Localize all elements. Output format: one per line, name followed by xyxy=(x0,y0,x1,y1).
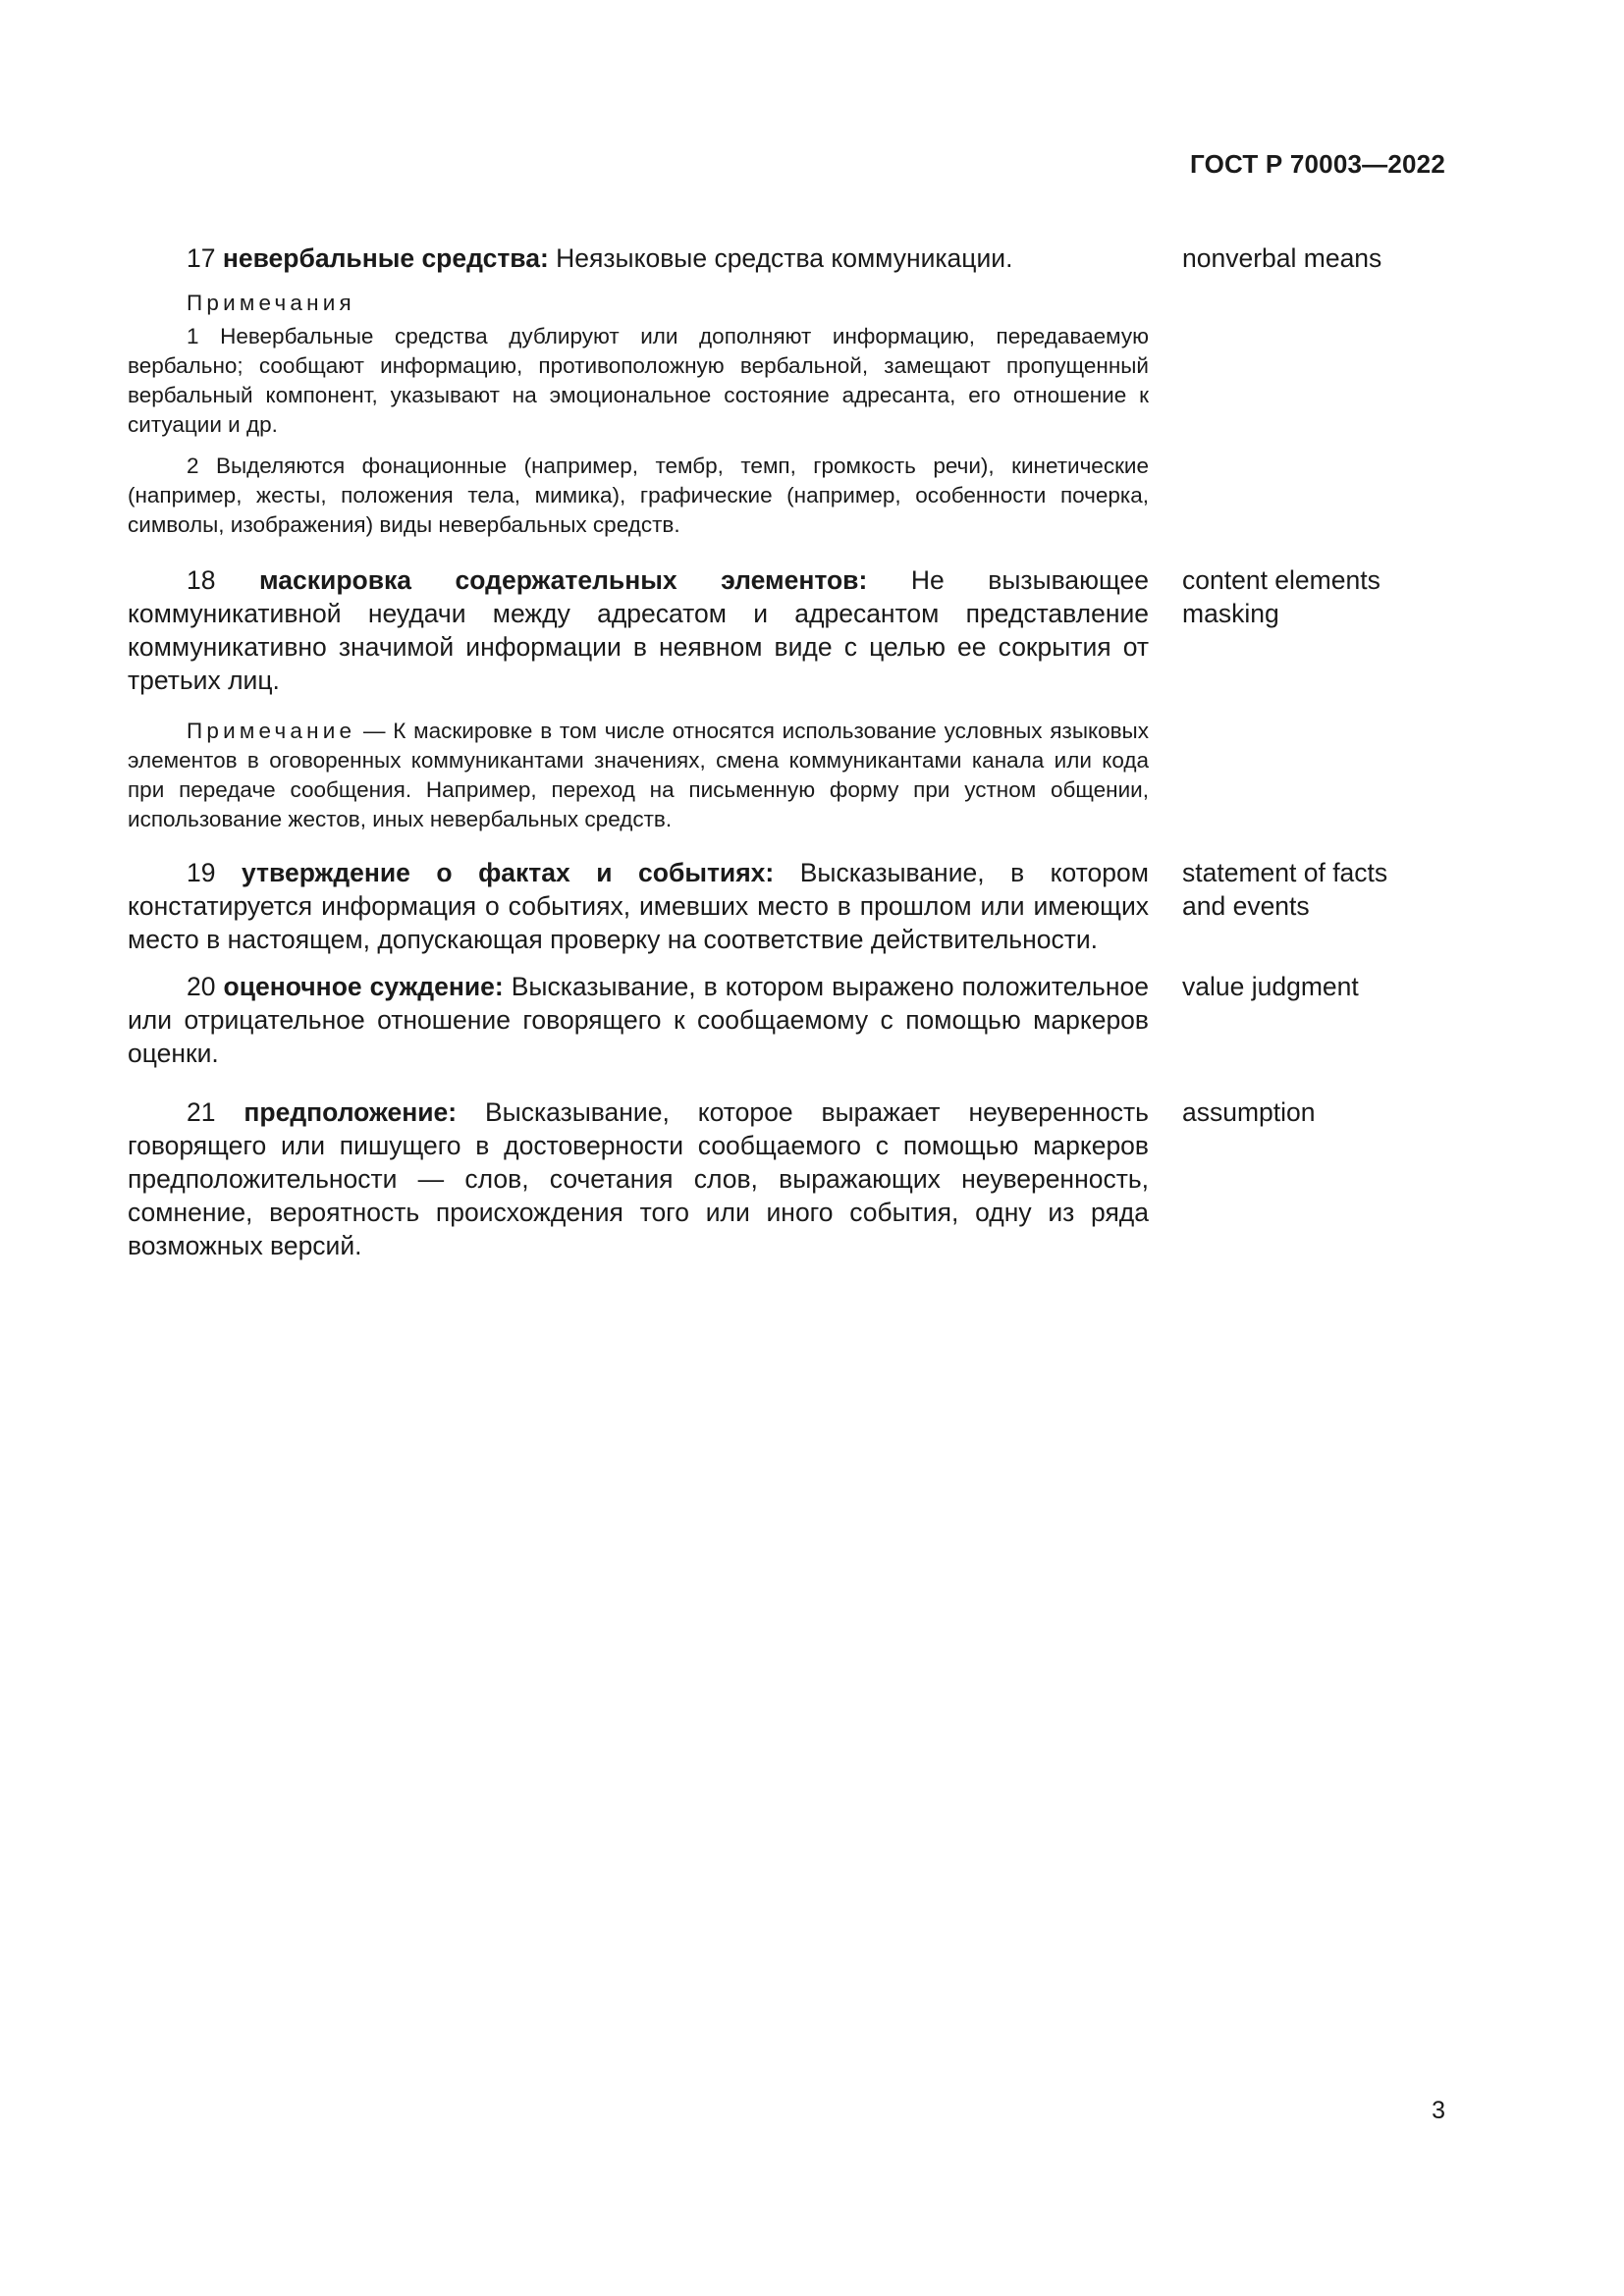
term-definition xyxy=(128,970,1149,1070)
definition-text: Высказывание, в котором выражено положительное или отрицательное отношение говорящего к сообщаемому с помощью маркеров оценки. xyxy=(128,972,1149,1068)
definition-text: Не вызывающее коммуникативной неудачи между адресатом и адресантом представление коммуникативно значимой информации в неявном виде с целью ее сокрытия от третьих лиц. xyxy=(128,565,1149,695)
notes-heading: Примечания xyxy=(187,291,355,315)
document-header-code: ГОСТ Р 70003—2022 xyxy=(1190,149,1445,179)
term-name: оценочное суждение: xyxy=(223,972,504,1001)
term-number: 18 xyxy=(187,565,216,595)
term-name: невербальные средства: xyxy=(222,243,549,273)
term-entry-21 xyxy=(128,1095,1443,1262)
english-line: and events xyxy=(1182,891,1310,921)
term-definition xyxy=(128,856,1149,956)
term-entry-17 xyxy=(128,241,1443,540)
term-body xyxy=(128,563,1149,834)
page-number: 3 xyxy=(1432,2097,1445,2124)
term-body xyxy=(128,1095,1149,1262)
terms-list xyxy=(128,241,1443,1262)
english-line: content elements xyxy=(1182,565,1380,595)
note-item: 2 Выделяются фонационные (например, тембр, темп, громкость речи), кинетические (например, жесты, положения тела, мимика), графические (например, особенности почерка, символы, изображения) виды невербальных средств. xyxy=(128,454,1149,537)
term-definition xyxy=(128,241,1149,275)
definition-text: Высказывание, в котором констатируется информация о событиях, имевших место в прошлом или имеющих место в настоящем, допускающая проверку на соответствие действительности. xyxy=(128,858,1149,954)
english-line: masking xyxy=(1182,599,1279,628)
term-definition xyxy=(128,563,1149,697)
term-name: маскировка содержательных элементов: xyxy=(259,565,868,595)
definition-text: Неязыковые средства коммуникации. xyxy=(556,243,1013,273)
term-number: 19 xyxy=(187,858,216,887)
term-name: утверждение о фактах и событиях: xyxy=(241,858,775,887)
english-equivalent: value judgment xyxy=(1182,972,1359,1001)
english-equivalent: nonverbal means xyxy=(1182,243,1382,273)
note-item xyxy=(128,717,1149,834)
note-label: Примечание xyxy=(187,719,356,743)
term-number: 17 xyxy=(187,243,216,273)
term-name: предположение: xyxy=(244,1097,458,1127)
term-entry-18 xyxy=(128,563,1443,834)
note-item: 1 Невербальные средства дублируют или дополняют информацию, передаваемую вербально; сообщают информацию, противоположную вербальной, замещают пропущенный вербальный компонент, указывают на эмоциональное состояние адресанта, его отношение к ситуации и др. xyxy=(128,324,1149,437)
term-entry-20 xyxy=(128,970,1443,1070)
term-body xyxy=(128,856,1149,956)
term-entry-19 xyxy=(128,856,1443,956)
english-equivalent xyxy=(1182,563,1443,630)
definition-text: Высказывание, которое выражает неуверенность говорящего или пишущего в достоверности сообщаемого с помощью маркеров предположительности — слов, сочетания слов, выражающих неуверенность, сомнение, вероятность происхождения того или иного события, одну из ряда возможных версий. xyxy=(128,1097,1149,1260)
english-equivalent xyxy=(1182,856,1443,923)
term-body xyxy=(128,970,1149,1070)
term-body xyxy=(128,241,1149,540)
term-definition xyxy=(128,1095,1149,1262)
term-number: 21 xyxy=(187,1097,216,1127)
note-text: — К маскировке в том числе относятся использование условных языковых элементов в оговоренных коммуникантами значениях, смена коммуникантами канала или кода при передаче сообщения. Например, переход на письменную форму при устном общении, использование жестов, иных невербальных средств. xyxy=(128,719,1149,831)
term-number: 20 xyxy=(187,972,216,1001)
english-line: statement of facts xyxy=(1182,858,1388,887)
english-equivalent: assumption xyxy=(1182,1097,1316,1127)
